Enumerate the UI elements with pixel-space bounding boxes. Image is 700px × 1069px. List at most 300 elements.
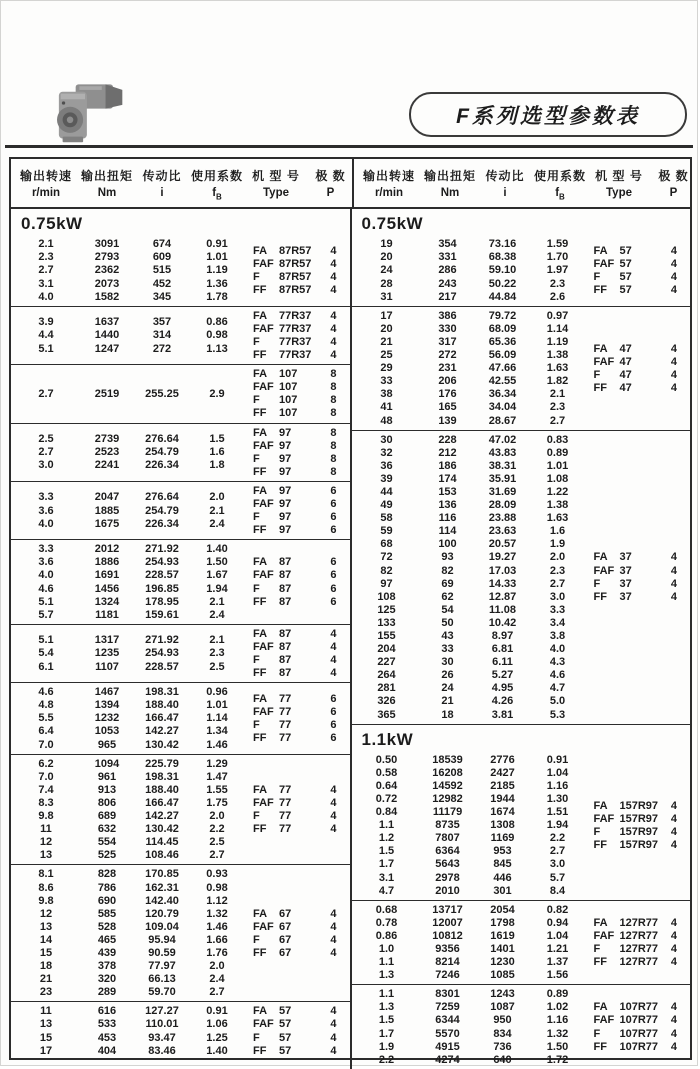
type-prefix: FA (253, 244, 268, 257)
cell-output-torque: 286 (438, 264, 457, 277)
cell-output-speed: 0.58 (375, 766, 398, 779)
cell-service-factor: 1.08 (546, 472, 569, 485)
type-prefix: FA (253, 426, 268, 439)
cell-ratio: 845 (493, 858, 512, 871)
type-row (253, 466, 337, 479)
cell-service-factor: 1.94 (206, 582, 228, 595)
table-row (352, 669, 584, 682)
cell-output-speed: 227 (377, 656, 396, 669)
numeric-rows (11, 433, 243, 472)
type-row (594, 826, 678, 839)
type-prefix: F (253, 452, 260, 465)
table-row (352, 1028, 584, 1041)
cell-ratio: 2427 (490, 766, 515, 779)
cell-ratio: 109.04 (145, 920, 179, 933)
cell-ratio: 254.79 (145, 446, 179, 459)
gear-ratio-block (11, 364, 350, 422)
column-header-cn: 输出转速 (362, 169, 415, 183)
type-list (243, 693, 350, 745)
cell-ratio: 446 (493, 871, 512, 884)
type-model: 67 (279, 907, 292, 920)
cell-output-torque: 528 (97, 920, 117, 933)
table-row (11, 849, 243, 862)
type-model: 37 (619, 564, 632, 577)
type-prefix: F (593, 368, 601, 381)
pole-count: 4 (670, 1001, 677, 1014)
cell-output-torque: 1107 (95, 660, 119, 673)
cell-ratio: 83.46 (148, 1044, 176, 1057)
type-prefix: FA (253, 368, 268, 381)
cell-output-torque: 965 (97, 738, 117, 751)
type-row (253, 368, 337, 381)
cell-service-factor: 3.3 (549, 603, 566, 616)
table-row (352, 858, 584, 871)
type-prefix: FF (253, 1044, 267, 1057)
cell-output-torque: 18 (441, 708, 454, 721)
cell-service-factor: 0.86 (206, 316, 228, 329)
cell-service-factor: 1.72 (546, 1053, 569, 1066)
cell-ratio: 271.92 (145, 634, 179, 647)
table-row (352, 401, 584, 414)
table-row (352, 806, 584, 819)
type-model: 77R37 (279, 349, 312, 362)
cell-output-speed: 1.7 (378, 1027, 395, 1040)
cell-output-torque: 1235 (94, 647, 120, 660)
cell-output-torque: 1675 (94, 517, 120, 530)
cell-output-torque: 16208 (432, 766, 463, 779)
cell-service-factor: 2.7 (549, 414, 566, 427)
pole-count: 4 (330, 244, 337, 257)
cell-output-torque: 525 (97, 849, 117, 862)
cell-service-factor: 1.25 (206, 1031, 228, 1044)
cell-output-torque: 5643 (435, 858, 460, 871)
cell-service-factor: 1.01 (206, 699, 228, 712)
type-row (253, 284, 337, 297)
cell-output-speed: 13 (39, 920, 53, 933)
table-row (352, 486, 584, 499)
cell-ratio: 90.59 (148, 946, 176, 959)
table-row (352, 682, 584, 695)
cell-service-factor: 1.82 (546, 375, 569, 388)
type-row (253, 498, 337, 511)
column-header-en: Nm (440, 187, 460, 199)
type-list (243, 628, 350, 680)
column-header-en: $f_B$ (212, 187, 222, 202)
cell-service-factor: 1.01 (546, 459, 569, 472)
cell-service-factor: 1.70 (546, 251, 569, 264)
cell-service-factor: 1.04 (546, 929, 569, 942)
cell-ratio: 5.27 (491, 669, 514, 682)
gear-ratio-block (11, 306, 350, 364)
numeric-rows (11, 388, 243, 401)
table-row (352, 754, 584, 767)
cell-ratio: 11.08 (489, 603, 516, 616)
type-row (594, 917, 678, 930)
cell-output-speed: 8.1 (38, 868, 54, 881)
cell-output-torque: 4915 (435, 1040, 460, 1053)
cell-ratio: 108.46 (145, 849, 179, 862)
table-row (11, 251, 243, 264)
cell-ratio: 14.33 (488, 577, 517, 590)
cell-service-factor: 3.0 (549, 590, 566, 603)
table-row (11, 278, 243, 291)
cell-ratio: 198.31 (145, 770, 179, 783)
cell-output-torque: 93 (441, 551, 454, 564)
type-row (253, 349, 337, 362)
table-row (352, 375, 584, 388)
cell-service-factor: 5.3 (549, 708, 566, 721)
cell-output-speed: 1.5 (378, 845, 395, 858)
type-prefix: FF (253, 349, 267, 362)
table-row (11, 810, 243, 823)
cell-ratio: 4.95 (491, 682, 514, 695)
table-row (352, 709, 584, 722)
type-model: 107R77 (619, 1027, 659, 1040)
table-row (352, 832, 584, 845)
cell-output-torque: 404 (97, 1044, 117, 1057)
type-model: 87R57 (279, 257, 312, 270)
numeric-rows (352, 434, 584, 722)
type-row (253, 1045, 337, 1058)
pole-count: 8 (330, 439, 337, 452)
gear-ratio-block (11, 682, 350, 753)
type-row (594, 839, 678, 852)
cell-ratio: 8.97 (491, 630, 514, 643)
cell-output-torque: 18539 (432, 753, 463, 766)
table-row (11, 661, 243, 674)
cell-service-factor: 2.7 (209, 849, 225, 862)
column-header-en: P (669, 187, 678, 199)
table-row (11, 921, 243, 934)
type-prefix: FF (253, 284, 267, 297)
cell-output-torque: 2241 (94, 459, 120, 472)
cell-service-factor: 1.94 (546, 819, 569, 832)
gear-ratio-block (11, 481, 350, 539)
cell-service-factor: 2.9 (209, 387, 225, 400)
table-row (352, 845, 584, 858)
cell-ratio: 127.27 (145, 1005, 179, 1018)
table-row (352, 415, 584, 428)
type-model: 57 (279, 1005, 292, 1018)
type-model: 77 (279, 692, 292, 705)
cell-output-speed: 4.4 (38, 329, 54, 342)
cell-ratio: 93.47 (148, 1031, 176, 1044)
pole-count: 4 (670, 929, 677, 942)
cell-ratio: 114.45 (145, 836, 179, 849)
table-row (352, 643, 584, 656)
type-model: 107R77 (619, 1001, 659, 1014)
cell-output-speed: 24 (380, 264, 393, 277)
cell-ratio: 4.26 (491, 695, 514, 708)
cell-ratio: 130.42 (145, 823, 179, 836)
type-row (594, 943, 678, 956)
cell-output-torque: 10812 (432, 929, 463, 942)
type-prefix: F (253, 394, 260, 407)
cell-output-speed: 5.4 (38, 647, 54, 660)
cell-ratio: 357 (152, 316, 172, 329)
table-row (11, 986, 243, 999)
column-header-en: i (160, 187, 164, 199)
cell-output-speed: 7.0 (38, 770, 54, 783)
cell-ratio: 10.42 (488, 616, 517, 629)
cell-service-factor: 2.3 (549, 277, 566, 290)
type-row (253, 569, 337, 582)
type-model: 87 (279, 595, 292, 608)
column-header-en: r/min (374, 187, 404, 199)
type-model: 157R97 (619, 838, 659, 851)
cell-output-speed: 0.78 (375, 916, 398, 929)
gear-ratio-block (11, 423, 350, 481)
cell-ratio: 42.55 (488, 375, 517, 388)
cell-output-speed: 4.6 (38, 686, 54, 699)
cell-output-torque: 24 (441, 682, 454, 695)
type-prefix: FF (253, 946, 267, 959)
type-prefix: FF (593, 590, 607, 603)
cell-output-torque: 585 (97, 907, 117, 920)
cell-output-torque: 354 (438, 238, 457, 251)
cell-output-speed: 0.64 (375, 779, 398, 792)
pole-count: 4 (330, 654, 337, 667)
pole-count: 8 (330, 407, 337, 420)
cell-output-speed: 2.7 (38, 446, 54, 459)
table-row (352, 388, 584, 401)
pole-count: 4 (330, 946, 337, 959)
type-row (253, 921, 337, 934)
table-row (11, 1032, 243, 1045)
pole-count: 8 (330, 452, 337, 465)
cell-output-torque: 2362 (94, 264, 120, 277)
type-prefix: FA (253, 556, 268, 569)
type-prefix: FAF (253, 497, 274, 510)
cell-output-torque: 2012 (94, 543, 120, 556)
cell-output-torque: 139 (438, 414, 457, 427)
cell-ratio: 1798 (490, 916, 515, 929)
pole-count: 4 (330, 271, 337, 284)
cell-output-speed: 36 (380, 459, 393, 472)
cell-output-torque: 465 (97, 933, 117, 946)
cell-ratio: 50.22 (488, 277, 517, 290)
table-row (352, 695, 584, 708)
type-prefix: FA (253, 484, 268, 497)
power-rating-label: 1.1kW (361, 729, 414, 749)
cell-output-speed: 108 (377, 590, 396, 603)
type-prefix: F (253, 810, 260, 823)
cell-service-factor: 2.3 (209, 647, 225, 660)
table-row (352, 525, 584, 538)
type-model: 77 (279, 823, 292, 836)
numeric-rows (11, 868, 243, 999)
type-model: 87R57 (279, 271, 312, 284)
column-header-cn: 使用系数 (191, 169, 244, 183)
type-prefix: FF (593, 956, 607, 969)
cell-ratio: 47.66 (488, 362, 517, 375)
cell-service-factor: 1.06 (206, 1018, 228, 1031)
cell-output-torque: 231 (438, 362, 457, 375)
pole-count: 6 (330, 732, 337, 745)
cell-output-speed: 0.68 (375, 903, 398, 916)
cell-output-speed: 14 (39, 933, 53, 946)
cell-ratio: 254.79 (145, 504, 179, 517)
cell-service-factor: 5.7 (549, 871, 566, 884)
type-prefix: FA (593, 916, 608, 929)
cell-output-torque: 913 (97, 783, 117, 796)
type-prefix: F (253, 582, 260, 595)
table-row (352, 512, 584, 525)
cell-ratio: 38.31 (488, 459, 517, 472)
cell-output-speed: 2.7 (38, 264, 54, 277)
type-model: 67 (279, 920, 292, 933)
cell-output-torque: 186 (438, 459, 457, 472)
numeric-rows (11, 316, 243, 355)
cell-output-speed: 204 (377, 643, 396, 656)
type-model: 57 (619, 257, 632, 270)
type-prefix: FA (253, 907, 268, 920)
cell-ratio: 142.27 (145, 725, 179, 738)
type-prefix: FF (253, 595, 267, 608)
cell-service-factor: 2.3 (549, 401, 566, 414)
type-row (253, 381, 337, 394)
cell-service-factor: 1.32 (546, 1027, 569, 1040)
table-row (11, 960, 243, 973)
pole-count: 6 (330, 718, 337, 731)
table-row (352, 617, 584, 630)
type-row (594, 800, 678, 813)
cell-output-torque: 616 (97, 1005, 117, 1018)
cell-output-speed: 4.0 (38, 290, 54, 303)
type-row (594, 382, 678, 395)
cell-output-torque: 206 (438, 375, 457, 388)
table-row (352, 291, 584, 304)
type-row (594, 930, 678, 943)
cell-output-speed: 82 (380, 564, 393, 577)
cell-output-torque: 289 (97, 986, 117, 999)
cell-service-factor: 1.32 (206, 907, 228, 920)
cell-output-speed: 8.6 (38, 881, 54, 894)
type-row (253, 271, 337, 284)
cell-service-factor: 4.0 (549, 643, 566, 656)
cell-output-torque: 1886 (94, 556, 120, 569)
cell-output-speed: 11 (40, 823, 52, 836)
cell-ratio: 56.09 (488, 349, 517, 362)
pole-count: 6 (330, 484, 337, 497)
cell-output-speed: 5.7 (38, 608, 54, 621)
cell-ratio: 3.81 (491, 708, 514, 721)
table-row (11, 823, 243, 836)
table-row (11, 973, 243, 986)
cell-ratio: 276.64 (145, 433, 179, 446)
cell-output-torque: 69 (441, 577, 454, 590)
cell-output-speed: 4.0 (38, 569, 54, 582)
type-prefix: FA (253, 1005, 268, 1018)
type-model: 87 (279, 556, 292, 569)
type-list (584, 245, 691, 297)
type-model: 47 (619, 355, 632, 368)
type-prefix: FAF (253, 920, 274, 933)
table-row (352, 969, 584, 982)
numeric-rows (11, 543, 243, 622)
cell-output-speed: 9.8 (38, 810, 54, 823)
type-model: 77 (279, 718, 292, 731)
column-header-cn: 机 型 号 (595, 169, 643, 183)
gear-motor-image (37, 75, 133, 145)
column-header-model (243, 167, 309, 201)
cell-output-speed: 20 (380, 251, 393, 264)
cell-output-speed: 25 (380, 349, 393, 362)
type-model: 77R37 (279, 335, 312, 348)
gear-ratio-block (352, 900, 691, 985)
cell-ratio: 162.31 (145, 881, 179, 894)
cell-output-torque: 2010 (435, 884, 460, 897)
cell-output-torque: 12982 (432, 792, 463, 805)
cell-service-factor: 1.02 (546, 1001, 569, 1014)
cell-output-torque: 320 (97, 973, 117, 986)
cell-ratio: 19.27 (488, 551, 517, 564)
cell-output-torque: 212 (438, 446, 457, 459)
type-model: 97 (279, 497, 292, 510)
table-row (352, 885, 584, 898)
cell-output-speed: 6.2 (38, 757, 54, 770)
table-row (352, 780, 584, 793)
cell-ratio: 1674 (490, 806, 515, 819)
pole-count: 4 (330, 640, 337, 653)
cell-service-factor: 1.50 (546, 1040, 569, 1053)
cell-service-factor: 2.7 (549, 577, 566, 590)
pole-count: 4 (330, 1005, 337, 1018)
table-row (352, 872, 584, 885)
cell-ratio: 59.70 (148, 986, 176, 999)
gear-ratio-block (11, 754, 350, 865)
type-model: 57 (619, 271, 632, 284)
gear-ratio-block (352, 751, 691, 900)
table-row (11, 518, 243, 531)
table-row (11, 1045, 243, 1058)
column-header-en: Type (263, 187, 289, 199)
cell-service-factor: 2.1 (209, 504, 225, 517)
table-row (352, 904, 584, 917)
cell-output-speed: 7.4 (38, 783, 54, 796)
cell-output-speed: 3.1 (38, 277, 54, 290)
cell-output-torque: 9356 (435, 942, 460, 955)
cell-service-factor: 1.59 (546, 238, 569, 251)
numeric-rows (11, 238, 243, 303)
type-row (253, 667, 337, 680)
cell-ratio: 1085 (490, 969, 515, 982)
table-row (11, 459, 243, 472)
pole-count: 4 (330, 823, 337, 836)
type-prefix: FAF (593, 257, 615, 270)
cell-output-torque: 4274 (435, 1053, 460, 1066)
numeric-rows (11, 758, 243, 863)
cell-service-factor: 2.4 (209, 973, 225, 986)
cell-output-speed: 7.0 (38, 738, 54, 751)
cell-output-torque: 1691 (94, 569, 120, 582)
type-model: 57 (279, 1031, 292, 1044)
cell-output-torque: 54 (441, 603, 454, 616)
pole-count: 4 (670, 1040, 677, 1053)
pole-count: 6 (330, 582, 337, 595)
cell-output-torque: 378 (97, 960, 117, 973)
table-header-half (354, 159, 695, 207)
cell-output-torque: 2047 (94, 491, 120, 504)
type-model: 77R37 (279, 309, 312, 322)
type-prefix: F (593, 577, 601, 590)
pole-count: 4 (670, 577, 677, 590)
page-title (409, 92, 687, 137)
cell-output-torque: 13717 (432, 903, 463, 916)
cell-output-speed: 326 (377, 695, 396, 708)
table-row (352, 278, 584, 291)
table-row (11, 316, 243, 329)
